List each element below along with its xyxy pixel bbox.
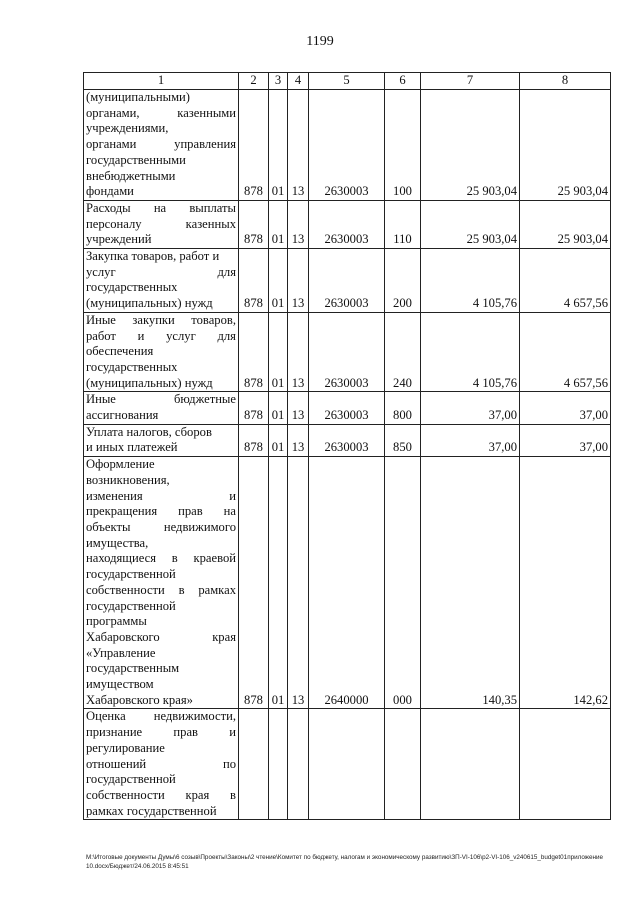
- description-line: Расходы на выплаты: [86, 200, 236, 215]
- target-article-cell: 2630003: [309, 392, 385, 424]
- ministry-code-cell: 878: [239, 424, 269, 456]
- section-code-cell: 01: [269, 457, 288, 709]
- description-line: «Управление: [86, 645, 156, 660]
- description-line: рамках государственной: [86, 803, 217, 818]
- description-line: услуг для: [86, 264, 236, 279]
- amount-year2-cell: 4 657,56: [520, 249, 611, 313]
- expense-type-cell: 000: [385, 457, 421, 709]
- row-description: [84, 249, 239, 313]
- section-code-cell: 01: [269, 312, 288, 392]
- description-line: Хабаровского края»: [86, 692, 193, 707]
- amount-year1-cell: 37,00: [421, 392, 520, 424]
- description-line: Хабаровского края: [86, 629, 236, 644]
- column-header: 8: [520, 73, 611, 90]
- expense-type-cell: 100: [385, 90, 421, 201]
- section-code-cell: 01: [269, 392, 288, 424]
- column-header: 2: [239, 73, 269, 90]
- amount-year1-cell: 25 903,04: [421, 90, 520, 201]
- target-article-cell: 2630003: [309, 312, 385, 392]
- table-row: [84, 709, 611, 820]
- amount-year2-cell: [520, 709, 611, 820]
- amount-year2-cell: 37,00: [520, 392, 611, 424]
- ministry-code-cell: 878: [239, 249, 269, 313]
- document-footer-path: M:\Итоговые документы Думы\6 созыв\Проекты\Законы\2 чтение\Комитет по бюджету, налогам и экономическому развитию\ЗП-VI-106\р2-VI-106_v240615_budget01приложение10.docx/Бюджет/24.06.2015 8:45:51: [86, 854, 604, 870]
- ministry-code-cell: [239, 709, 269, 820]
- description-line: имущества,: [86, 535, 149, 550]
- section-code-cell: [269, 709, 288, 820]
- description-line: возникновения,: [86, 472, 170, 487]
- amount-year1-cell: 4 105,76: [421, 312, 520, 392]
- description-line: государственным: [86, 661, 180, 676]
- subsection-code-cell: 13: [288, 312, 309, 392]
- ministry-code-cell: 878: [239, 392, 269, 424]
- description-line: государственных: [86, 280, 178, 295]
- description-line: государственных: [86, 359, 178, 374]
- subsection-code-cell: 13: [288, 249, 309, 313]
- column-header: 4: [288, 73, 309, 90]
- target-article-cell: 2630003: [309, 200, 385, 248]
- description-line: (муниципальных) нужд: [86, 375, 213, 390]
- page-number: 1199: [306, 34, 334, 49]
- description-line: фондами: [86, 184, 134, 199]
- table-row: [84, 392, 611, 424]
- description-line: работ и услуг для: [86, 328, 236, 343]
- description-line: изменения и: [86, 488, 236, 503]
- description-line: прекращения прав на: [86, 504, 236, 519]
- target-article-cell: 2630003: [309, 424, 385, 456]
- target-article-cell: 2640000: [309, 457, 385, 709]
- expense-type-cell: 240: [385, 312, 421, 392]
- amount-year2-cell: 25 903,04: [520, 200, 611, 248]
- budget-table: [83, 72, 611, 820]
- description-line: Оценка недвижимости,: [86, 709, 236, 724]
- ministry-code-cell: 878: [239, 200, 269, 248]
- description-line: государственной: [86, 598, 176, 613]
- amount-year2-cell: 142,62: [520, 457, 611, 709]
- description-line: признание прав и: [86, 725, 236, 740]
- subsection-code-cell: 13: [288, 457, 309, 709]
- description-line: имуществом: [86, 677, 154, 692]
- description-line: Уплата налогов, сборов: [86, 424, 212, 439]
- description-line: (муниципальными): [86, 90, 190, 104]
- column-header: 6: [385, 73, 421, 90]
- description-line: (муниципальных) нужд: [86, 296, 213, 311]
- amount-year2-cell: 4 657,56: [520, 312, 611, 392]
- description-line: собственности края в: [86, 787, 236, 802]
- row-description: [84, 200, 239, 248]
- description-line: государственными: [86, 152, 186, 167]
- description-line: находящиеся в краевой: [86, 551, 236, 566]
- description-line: собственности в рамках: [86, 582, 236, 597]
- description-line: учреждений: [86, 232, 152, 247]
- ministry-code-cell: 878: [239, 312, 269, 392]
- description-line: отношений по: [86, 756, 236, 771]
- expense-type-cell: [385, 709, 421, 820]
- subsection-code-cell: 13: [288, 200, 309, 248]
- description-line: и иных платежей: [86, 440, 178, 455]
- section-code-cell: 01: [269, 424, 288, 456]
- description-line: программы: [86, 614, 147, 629]
- description-line: учреждениями,: [86, 121, 169, 136]
- ministry-code-cell: 878: [239, 457, 269, 709]
- expense-type-cell: 110: [385, 200, 421, 248]
- description-line: Закупка товаров, работ и: [86, 249, 220, 264]
- row-description: [84, 312, 239, 392]
- description-line: регулирование: [86, 740, 165, 755]
- column-header: 5: [309, 73, 385, 90]
- expense-type-cell: 800: [385, 392, 421, 424]
- amount-year1-cell: 4 105,76: [421, 249, 520, 313]
- target-article-cell: 2630003: [309, 249, 385, 313]
- description-line: государственной: [86, 772, 176, 787]
- target-article-cell: 2630003: [309, 90, 385, 201]
- description-line: государственной: [86, 567, 176, 582]
- table-row: [84, 90, 611, 201]
- expense-type-cell: 200: [385, 249, 421, 313]
- table-row: [84, 249, 611, 313]
- amount-year2-cell: 37,00: [520, 424, 611, 456]
- column-header: 1: [84, 73, 239, 90]
- subsection-code-cell: 13: [288, 392, 309, 424]
- row-description: [84, 90, 239, 201]
- amount-year1-cell: 37,00: [421, 424, 520, 456]
- section-code-cell: 01: [269, 90, 288, 201]
- amount-year1-cell: 140,35: [421, 457, 520, 709]
- row-description: [84, 457, 239, 709]
- description-line: ассигнования: [86, 408, 159, 423]
- table-row: [84, 457, 611, 709]
- table-row: [84, 200, 611, 248]
- description-line: внебюджетными: [86, 168, 176, 183]
- subsection-code-cell: 13: [288, 424, 309, 456]
- subsection-code-cell: [288, 709, 309, 820]
- section-code-cell: 01: [269, 200, 288, 248]
- section-code-cell: 01: [269, 249, 288, 313]
- description-line: органами, казенными: [86, 105, 236, 120]
- row-description: [84, 424, 239, 456]
- description-line: персоналу казенных: [86, 216, 236, 231]
- row-description: [84, 392, 239, 424]
- table-row: [84, 424, 611, 456]
- column-header: 3: [269, 73, 288, 90]
- description-line: Иные закупки товаров,: [86, 312, 236, 327]
- description-line: Иные бюджетные: [86, 392, 236, 407]
- description-line: Оформление: [86, 457, 155, 472]
- description-line: объекты недвижимого: [86, 519, 236, 534]
- description-line: органами управления: [86, 137, 236, 152]
- description-line: обеспечения: [86, 344, 154, 359]
- target-article-cell: [309, 709, 385, 820]
- amount-year1-cell: [421, 709, 520, 820]
- expense-type-cell: 850: [385, 424, 421, 456]
- amount-year1-cell: 25 903,04: [421, 200, 520, 248]
- row-description: [84, 709, 239, 820]
- table-row: [84, 312, 611, 392]
- table-header-row: [84, 73, 611, 90]
- subsection-code-cell: 13: [288, 90, 309, 201]
- ministry-code-cell: 878: [239, 90, 269, 201]
- column-header: 7: [421, 73, 520, 90]
- amount-year2-cell: 25 903,04: [520, 90, 611, 201]
